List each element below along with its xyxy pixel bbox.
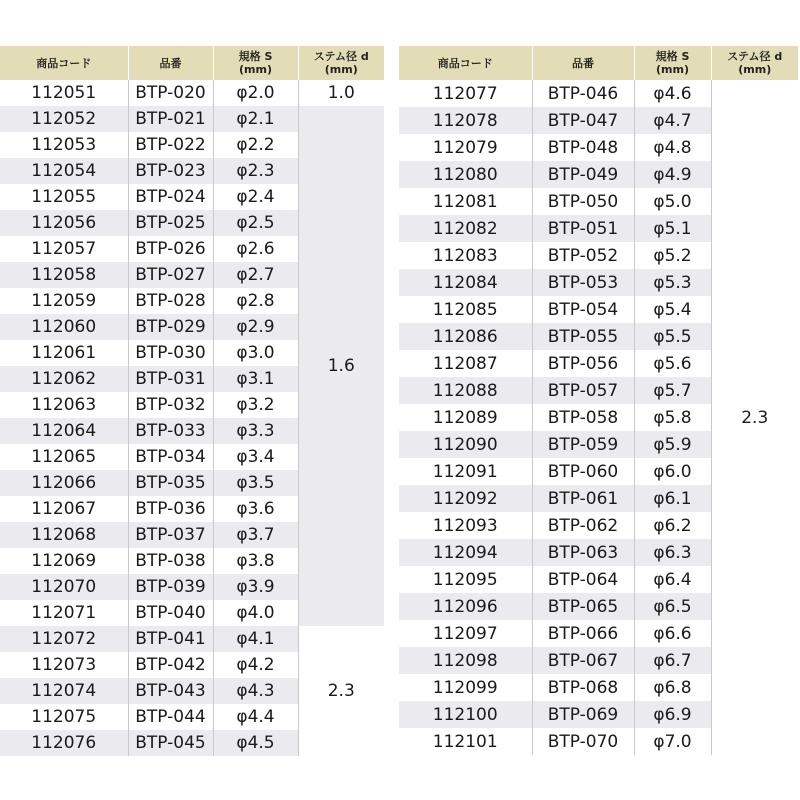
product-code-cell: 112063 <box>31 395 97 415</box>
part-number-cell: BTP-021 <box>128 106 213 132</box>
product-code-cell: 112092 <box>399 485 532 512</box>
spec-cell: φ7.0 <box>634 728 711 755</box>
spec-cell: φ5.8 <box>634 404 711 431</box>
spec-cell: φ2.5 <box>213 210 298 236</box>
product-code-cell: 112081 <box>432 191 498 212</box>
stem-diameter-cell: 2.3 <box>711 80 798 755</box>
header-stem-label: ステム径 d <box>727 50 783 63</box>
table-row <box>0 626 384 652</box>
spec-cell: φ6.1 <box>634 485 711 512</box>
header-code: 商品コード <box>0 46 128 80</box>
product-code-cell: 112068 <box>0 522 128 548</box>
spec-cell: φ4.1 <box>213 626 298 652</box>
spec-cell: φ3.4 <box>213 444 298 470</box>
product-table-left <box>0 46 384 756</box>
part-number-cell: BTP-055 <box>532 323 634 350</box>
part-number-cell: BTP-041 <box>128 626 213 652</box>
product-code-cell: 112075 <box>31 707 97 727</box>
part-number-cell: BTP-032 <box>128 392 213 418</box>
part-number-cell: BTP-043 <box>128 678 213 704</box>
table-body-left <box>0 80 384 756</box>
stem-diameter-cell: 2.3 <box>298 626 384 756</box>
part-number-cell: BTP-023 <box>128 158 213 184</box>
stem-diameter-cell: 1.6 <box>298 106 384 626</box>
part-number-cell: BTP-022 <box>128 132 213 158</box>
product-code-cell: 112086 <box>399 323 532 350</box>
spec-cell: φ6.0 <box>634 458 711 485</box>
spec-cell: φ5.2 <box>634 242 711 269</box>
product-code-cell: 112090 <box>399 431 532 458</box>
spec-cell: φ4.4 <box>213 704 298 730</box>
spec-cell: φ4.0 <box>213 600 298 626</box>
spec-cell: φ5.4 <box>634 296 711 323</box>
product-code-cell: 112078 <box>399 107 532 134</box>
spec-cell: φ3.0 <box>213 340 298 366</box>
product-code-cell: 112085 <box>432 299 498 320</box>
part-number-cell: BTP-040 <box>128 600 213 626</box>
header-spec-unit: (mm) <box>239 63 272 76</box>
header-spec-label: 規格 S <box>655 50 690 63</box>
part-number-cell: BTP-036 <box>128 496 213 522</box>
spec-cell: φ3.5 <box>213 470 298 496</box>
spec-cell: φ6.2 <box>634 512 711 539</box>
product-code-cell: 112095 <box>432 569 498 590</box>
part-number-cell: BTP-030 <box>128 340 213 366</box>
spec-cell: φ2.3 <box>213 158 298 184</box>
product-code-cell: 112096 <box>399 593 532 620</box>
product-code-cell: 112082 <box>399 215 532 242</box>
spec-cell: φ3.7 <box>213 522 298 548</box>
spec-cell: φ4.5 <box>213 730 298 756</box>
product-code-cell: 112065 <box>31 447 97 467</box>
product-code-cell: 112057 <box>31 239 97 259</box>
part-number-cell: BTP-024 <box>128 184 213 210</box>
part-number-cell: BTP-051 <box>532 215 634 242</box>
header-part-number: 品番 <box>532 46 634 80</box>
part-number-cell: BTP-059 <box>532 431 634 458</box>
part-number-cell: BTP-050 <box>532 188 634 215</box>
part-number-cell: BTP-065 <box>532 593 634 620</box>
product-code-cell: 112056 <box>0 210 128 236</box>
spec-cell: φ5.5 <box>634 323 711 350</box>
part-number-cell: BTP-020 <box>128 80 213 106</box>
stem-diameter-cell: 1.0 <box>298 80 384 106</box>
part-number-cell: BTP-064 <box>532 566 634 593</box>
part-number-cell: BTP-070 <box>532 728 634 755</box>
product-code-cell: 112098 <box>399 647 532 674</box>
part-number-cell: BTP-049 <box>532 161 634 188</box>
header-stem-label: ステム径 d <box>313 50 369 63</box>
product-code-cell: 112079 <box>432 137 498 158</box>
product-code-cell: 112060 <box>0 314 128 340</box>
spec-cell: φ3.9 <box>213 574 298 600</box>
product-code-cell: 112091 <box>432 461 498 482</box>
header-stem-unit: (mm) <box>738 63 772 76</box>
spec-cell: φ5.1 <box>634 215 711 242</box>
part-number-cell: BTP-061 <box>532 485 634 512</box>
part-number-cell: BTP-034 <box>128 444 213 470</box>
product-code-cell: 112053 <box>31 135 97 155</box>
product-code-cell: 112100 <box>399 701 532 728</box>
part-number-cell: BTP-060 <box>532 458 634 485</box>
product-code-cell: 112076 <box>0 730 128 756</box>
spec-cell: φ6.3 <box>634 539 711 566</box>
spec-cell: φ5.9 <box>634 431 711 458</box>
header-stem <box>711 46 798 80</box>
spec-cell: φ2.9 <box>213 314 298 340</box>
part-number-cell: BTP-027 <box>128 262 213 288</box>
product-code-cell: 112059 <box>31 291 97 311</box>
part-number-cell: BTP-037 <box>128 522 213 548</box>
spec-cell: φ3.1 <box>213 366 298 392</box>
spec-cell: φ4.2 <box>213 652 298 678</box>
part-number-cell: BTP-054 <box>532 296 634 323</box>
spec-cell: φ6.5 <box>634 593 711 620</box>
part-number-cell: BTP-062 <box>532 512 634 539</box>
spec-cell: φ4.7 <box>634 107 711 134</box>
product-table-right <box>399 46 798 755</box>
part-number-cell: BTP-038 <box>128 548 213 574</box>
spec-cell: φ2.8 <box>213 288 298 314</box>
spec-cell: φ4.6 <box>634 80 711 107</box>
spec-cell: φ4.8 <box>634 134 711 161</box>
part-number-cell: BTP-033 <box>128 418 213 444</box>
part-number-cell: BTP-067 <box>532 647 634 674</box>
part-number-cell: BTP-052 <box>532 242 634 269</box>
spec-cell: φ4.3 <box>213 678 298 704</box>
product-code-cell: 112069 <box>31 551 97 571</box>
part-number-cell: BTP-056 <box>532 350 634 377</box>
product-code-cell: 112084 <box>399 269 532 296</box>
part-number-cell: BTP-063 <box>532 539 634 566</box>
part-number-cell: BTP-042 <box>128 652 213 678</box>
spec-cell: φ6.9 <box>634 701 711 728</box>
part-number-cell: BTP-031 <box>128 366 213 392</box>
part-number-cell: BTP-028 <box>128 288 213 314</box>
part-number-cell: BTP-058 <box>532 404 634 431</box>
part-number-cell: BTP-069 <box>532 701 634 728</box>
product-code-cell: 112066 <box>0 470 128 496</box>
header-part-number: 品番 <box>128 46 213 80</box>
product-code-cell: 112089 <box>432 407 498 428</box>
part-number-cell: BTP-029 <box>128 314 213 340</box>
product-code-cell: 112101 <box>432 731 498 752</box>
table-row <box>399 80 798 107</box>
part-number-cell: BTP-047 <box>532 107 634 134</box>
product-code-cell: 112077 <box>432 83 498 104</box>
table-body-right <box>399 80 798 755</box>
table-row <box>0 106 384 132</box>
product-code-cell: 112067 <box>31 499 97 519</box>
product-code-cell: 112062 <box>0 366 128 392</box>
product-code-cell: 112074 <box>0 678 128 704</box>
header-row <box>399 46 798 80</box>
header-spec-unit: (mm) <box>656 63 689 76</box>
part-number-cell: BTP-068 <box>532 674 634 701</box>
product-code-cell: 112099 <box>432 677 498 698</box>
part-number-cell: BTP-025 <box>128 210 213 236</box>
spec-cell: φ3.3 <box>213 418 298 444</box>
spec-cell: φ5.3 <box>634 269 711 296</box>
product-code-cell: 112058 <box>0 262 128 288</box>
product-code-cell: 112061 <box>31 343 97 363</box>
product-code-cell: 112073 <box>31 655 97 675</box>
part-number-cell: BTP-057 <box>532 377 634 404</box>
part-number-cell: BTP-046 <box>532 80 634 107</box>
product-code-cell: 112055 <box>31 187 97 207</box>
spec-cell: φ6.4 <box>634 566 711 593</box>
product-code-cell: 112080 <box>399 161 532 188</box>
part-number-cell: BTP-053 <box>532 269 634 296</box>
spec-cell: φ3.6 <box>213 496 298 522</box>
spec-cell: φ2.0 <box>213 80 298 106</box>
part-number-cell: BTP-066 <box>532 620 634 647</box>
spec-cell: φ5.0 <box>634 188 711 215</box>
spec-cell: φ6.8 <box>634 674 711 701</box>
spec-cell: φ5.6 <box>634 350 711 377</box>
spec-cell: φ6.7 <box>634 647 711 674</box>
spec-cell: φ3.2 <box>213 392 298 418</box>
part-number-cell: BTP-045 <box>128 730 213 756</box>
product-code-cell: 112064 <box>0 418 128 444</box>
header-spec <box>634 46 711 80</box>
product-code-cell: 112051 <box>31 83 97 103</box>
product-code-cell: 112093 <box>432 515 498 536</box>
product-code-cell: 112070 <box>0 574 128 600</box>
header-row <box>0 46 384 80</box>
part-number-cell: BTP-044 <box>128 704 213 730</box>
spec-cell: φ2.1 <box>213 106 298 132</box>
spec-cell: φ3.8 <box>213 548 298 574</box>
header-code: 商品コード <box>399 46 532 80</box>
product-code-cell: 112072 <box>0 626 128 652</box>
product-code-cell: 112094 <box>399 539 532 566</box>
header-spec-label: 規格 S <box>238 50 273 63</box>
spec-cell: φ6.6 <box>634 620 711 647</box>
product-code-cell: 112054 <box>0 158 128 184</box>
product-code-cell: 112097 <box>432 623 498 644</box>
part-number-cell: BTP-039 <box>128 574 213 600</box>
spec-cell: φ5.7 <box>634 377 711 404</box>
part-number-cell: BTP-026 <box>128 236 213 262</box>
product-code-cell: 112088 <box>399 377 532 404</box>
header-spec <box>213 46 298 80</box>
spec-cell: φ2.6 <box>213 236 298 262</box>
spec-cell: φ2.4 <box>213 184 298 210</box>
product-code-cell: 112071 <box>31 603 97 623</box>
table-row <box>0 80 384 106</box>
spec-cell: φ4.9 <box>634 161 711 188</box>
header-stem <box>298 46 384 80</box>
header-stem-unit: (mm) <box>324 63 358 76</box>
spec-cell: φ2.7 <box>213 262 298 288</box>
product-code-cell: 112083 <box>432 245 498 266</box>
product-code-cell: 112052 <box>0 106 128 132</box>
product-code-cell: 112087 <box>432 353 498 374</box>
spec-cell: φ2.2 <box>213 132 298 158</box>
part-number-cell: BTP-035 <box>128 470 213 496</box>
part-number-cell: BTP-048 <box>532 134 634 161</box>
